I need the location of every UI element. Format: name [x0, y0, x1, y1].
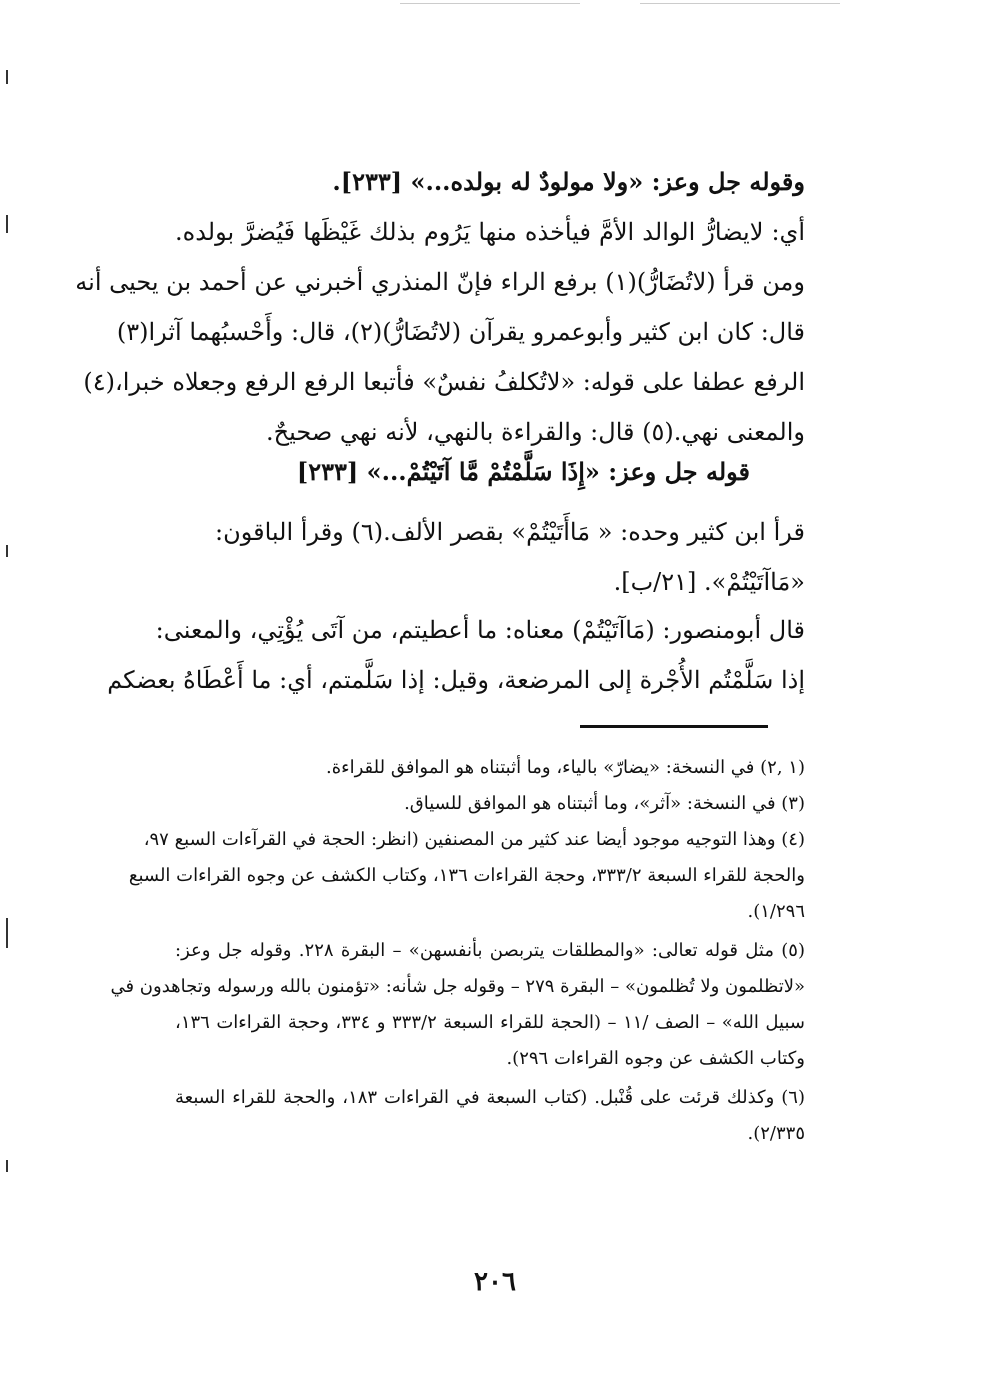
body-line: قرأ ابن كثير وحده: « مَاأَتَيْتُمْ» بقصر الألف.(٦) وقرأ الباقون: [215, 518, 805, 546]
body-line: قال أبومنصور: (مَاآتَيْتُمْ) معناه: ما أعطيتم، من آتَى يُؤْتِي، والمعنى: [155, 616, 805, 644]
footnote-line: «لاتظلمون ولا تُظلمون» – البقرة ٢٧٩ – وقوله جل شأنه: «تؤمنون بالله ورسوله وتجاهدون في [110, 976, 805, 997]
verse-heading-1: وقوله جل وعز: «ولا مولودٌ له بولده...» [٢٣٣]. [332, 167, 805, 196]
scan-edge-line [400, 3, 580, 4]
body-line: الرفع عطفا على قوله: «لاتُكلفُ نفسٌ» فأتبعا الرفع الرفع وجعلاه خبرا،(٤) [83, 368, 805, 396]
body-line: «مَاآتَيْتُمْ». [٢١/ب]. [613, 568, 805, 596]
scan-margin-mark [6, 70, 8, 84]
body-line: ومن قرأ (لاتُضَارُّ)(١) برفع الراء فإنّ المنذري أخبرني عن أحمد بن يحيى أنه [75, 268, 805, 296]
verse-heading-2: قوله جل وعز: «إِذَا سَلَّمْتُمْ مَّا آتَيْتُمْ...» [٢٣٣] [296, 457, 750, 486]
footnote-line: (١ ,٢) في النسخة: «يضارّ» بالياء، وما أثبتناه هو الموافق للقراءة. [326, 757, 805, 778]
footnote-line: سبيل الله» – الصف /١١ – (الحجة للقراء السبعة ٣٣٣/٢ و ٣٣٤، وحجة القراءات ١٣٦، [175, 1012, 805, 1033]
body-line: قال: كان ابن كثير وأبوعمرو يقرآن (لاتُضَارُّ)(٢)، قال: وأَحْسبُهما آثرا(٣) [116, 318, 805, 346]
scan-margin-mark [6, 1160, 8, 1172]
scan-margin-mark [6, 545, 8, 557]
scan-edge-line [640, 3, 840, 4]
scan-margin-mark [6, 215, 8, 233]
body-line: والمعنى نهي.(٥) قال: والقراءة بالنهي، لأنه نهي صحيحٌ. [265, 418, 805, 446]
footnote-line: (٣) في النسخة: «آثر»، وما أثبتناه هو الموافق للسياق. [404, 793, 805, 814]
footnote-line: ١/٢٩٦). [747, 901, 805, 922]
footnote-line: ٢/٣٣٥). [747, 1123, 805, 1144]
footnote-line: (٦) وكذلك قرئت على قُنْبل. (كتاب السبعة في القراءات ١٨٣، والحجة للقراء السبعة [175, 1087, 805, 1108]
body-line: إذا سَلَّمْتُم الأُجْرة إلى المرضعة، وقيل: إذا سَلَّمتم، أي: ما أَعْطَاهُ بعضكم [107, 666, 805, 694]
footnote-line: وكتاب الكشف عن وجوه القراءات ٢٩٦). [506, 1048, 805, 1069]
footnote-line: (٥) مثل قوله تعالى: «والمطلقات يتربصن بأنفسهن» – البقرة ٢٢٨. وقوله جل وعز: [175, 940, 805, 961]
footnote-line: والحجة للقراء السبعة ٣٣٣/٢، وحجة القراءات ١٣٦، وكتاب الكشف عن وجوه القراءات السبع [128, 865, 805, 886]
page-number: ٢٠٦ [474, 1267, 516, 1297]
scan-margin-mark [6, 918, 8, 948]
footnote-line: (٤) وهذا التوجيه موجود أيضا عند كثير من المصنفين (انظر: الحجة في القرآءات السبع ٩٧، [143, 829, 805, 850]
footnote-divider [580, 725, 768, 728]
body-line: أي: لايضارُّ الوالد الأمَّ فيأخذه منها يَرُوم بذلك غَيْظَها فَيُضرَّ بولده. [175, 218, 805, 246]
